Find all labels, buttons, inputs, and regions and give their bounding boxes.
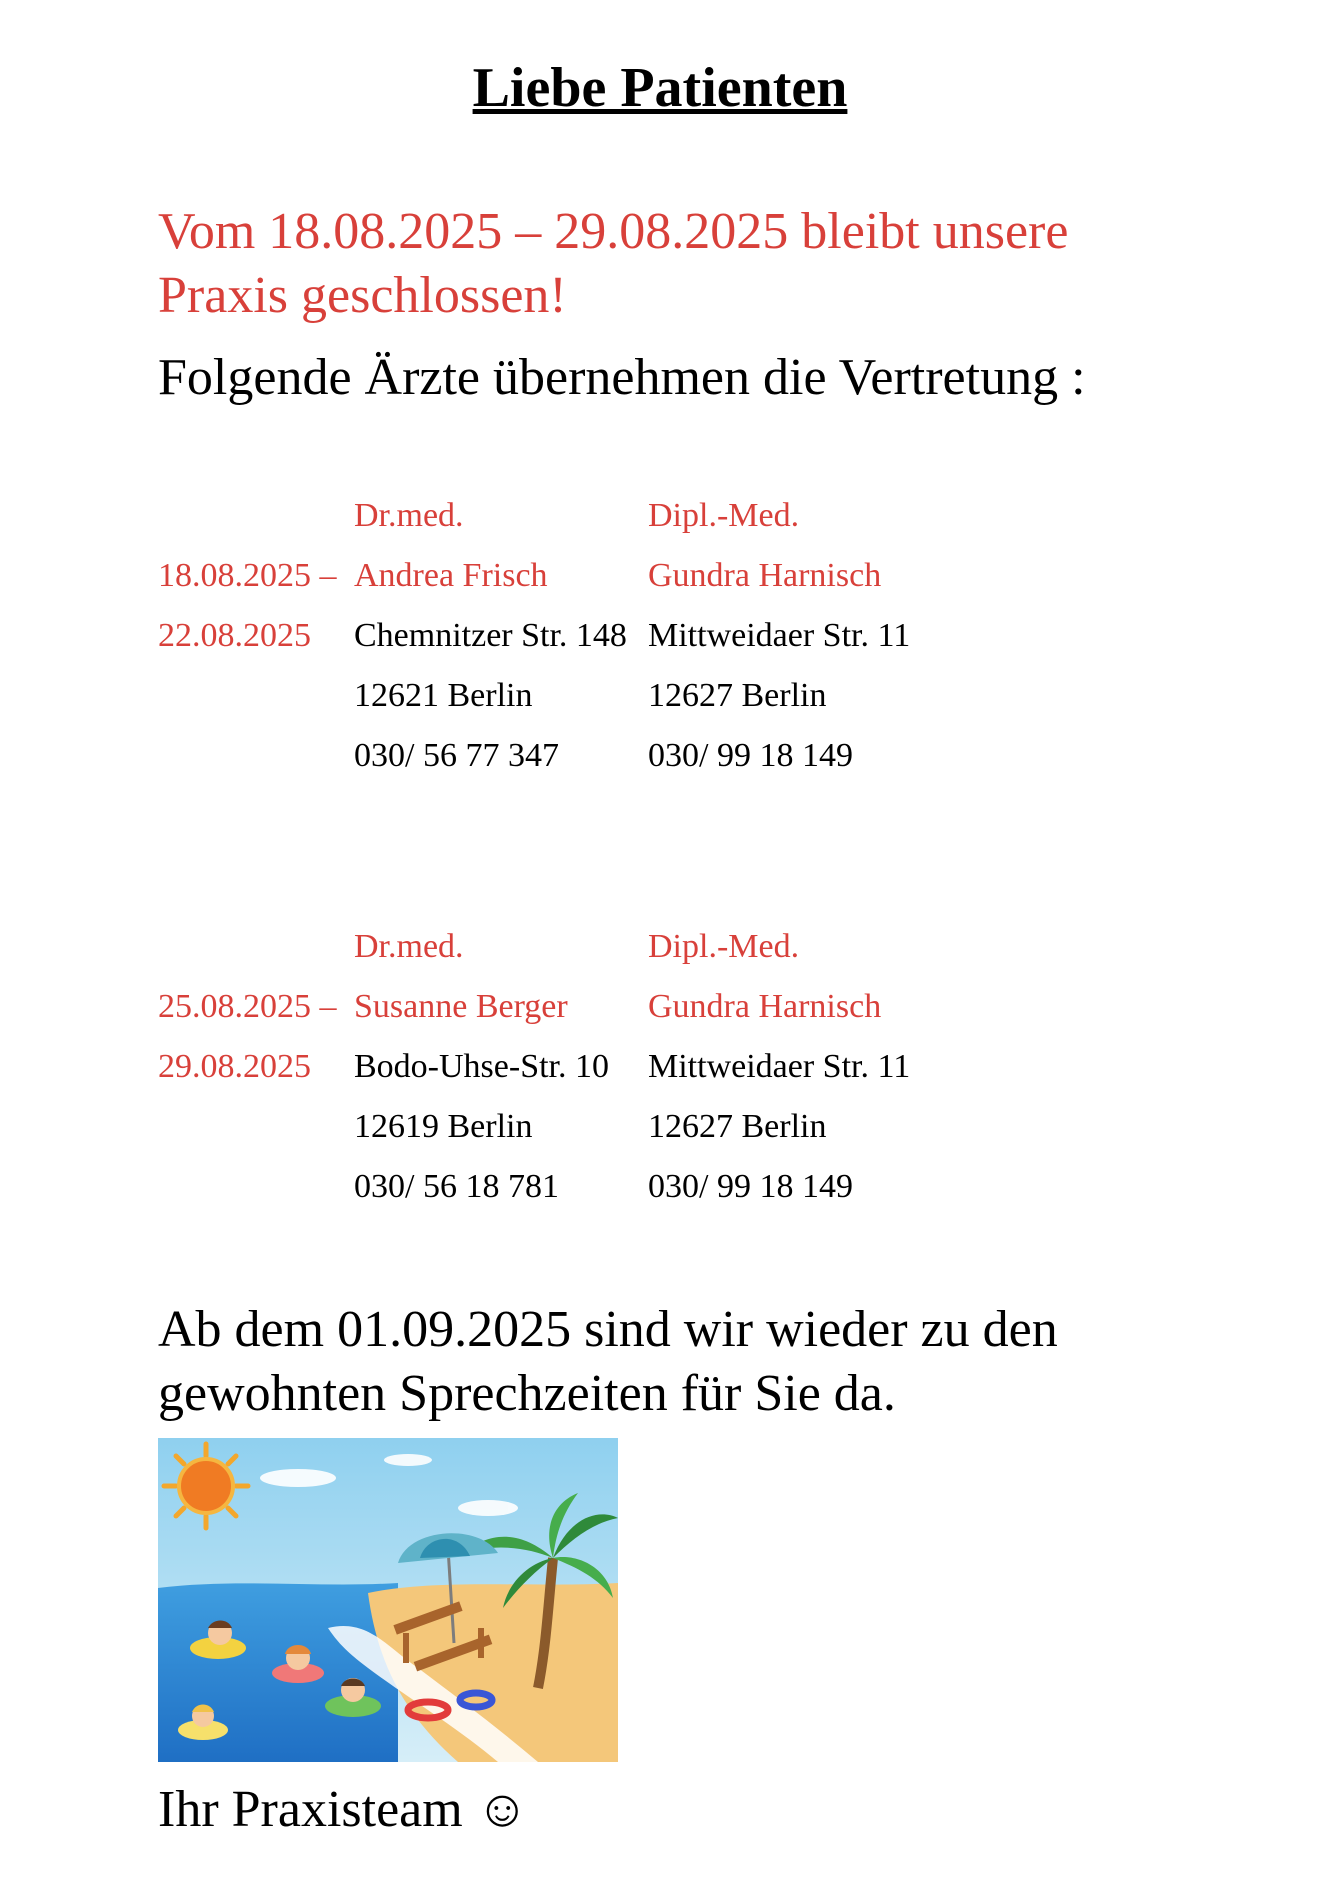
doctor-a-city: 12621 Berlin: [354, 677, 533, 714]
sun-icon: [164, 1444, 248, 1528]
doctor-b-city: 12627 Berlin: [648, 1108, 827, 1145]
beach-illustration: [158, 1438, 618, 1762]
doctor-b-street: Mittweidaer Str. 11: [648, 1048, 911, 1085]
doctor-b-name: Gundra Harnisch: [648, 988, 882, 1025]
period-date-from: 18.08.2025 –: [158, 557, 337, 594]
doctor-b-title: Dipl.-Med.: [648, 497, 800, 534]
doctor-a-street: Chemnitzer Str. 148: [354, 617, 627, 654]
signature: Ihr Praxisteam ☺: [158, 1781, 529, 1838]
period-date-from: 25.08.2025 –: [158, 988, 337, 1025]
doctor-b-street: Mittweidaer Str. 11: [648, 617, 911, 654]
doctor-a-city: 12619 Berlin: [354, 1108, 533, 1145]
doctor-a-phone: 030/ 56 18 781: [354, 1168, 559, 1205]
page-title: Liebe Patienten: [472, 57, 848, 119]
doctor-b-city: 12627 Berlin: [648, 677, 827, 714]
doctor-a-phone: 030/ 56 77 347: [354, 737, 559, 774]
doctor-a-title: Dr.med.: [354, 497, 464, 534]
period-date-to: 29.08.2025: [158, 1048, 311, 1085]
period-date-to: 22.08.2025: [158, 617, 311, 654]
doctor-b-name: Gundra Harnisch: [648, 557, 882, 594]
doctor-a-street: Bodo-Uhse-Str. 10: [354, 1048, 609, 1085]
reopening-notice: Ab dem 01.09.2025 sind wir wieder zu den gewohnten Sprechzeiten für Sie da.: [158, 1301, 1058, 1422]
doctor-a-name: Susanne Berger: [354, 988, 568, 1025]
deputies-intro: Folgende Ärzte übernehmen die Vertretung :: [158, 349, 1086, 406]
doctor-b-title: Dipl.-Med.: [648, 928, 800, 965]
closure-notice: Vom 18.08.2025 – 29.08.2025 bleibt unsere Praxis geschlossen!: [158, 203, 1069, 324]
doctor-b-phone: 030/ 99 18 149: [648, 737, 853, 774]
doctor-a-title: Dr.med.: [354, 928, 464, 965]
doctor-b-phone: 030/ 99 18 149: [648, 1168, 853, 1205]
doctor-a-name: Andrea Frisch: [354, 557, 548, 594]
